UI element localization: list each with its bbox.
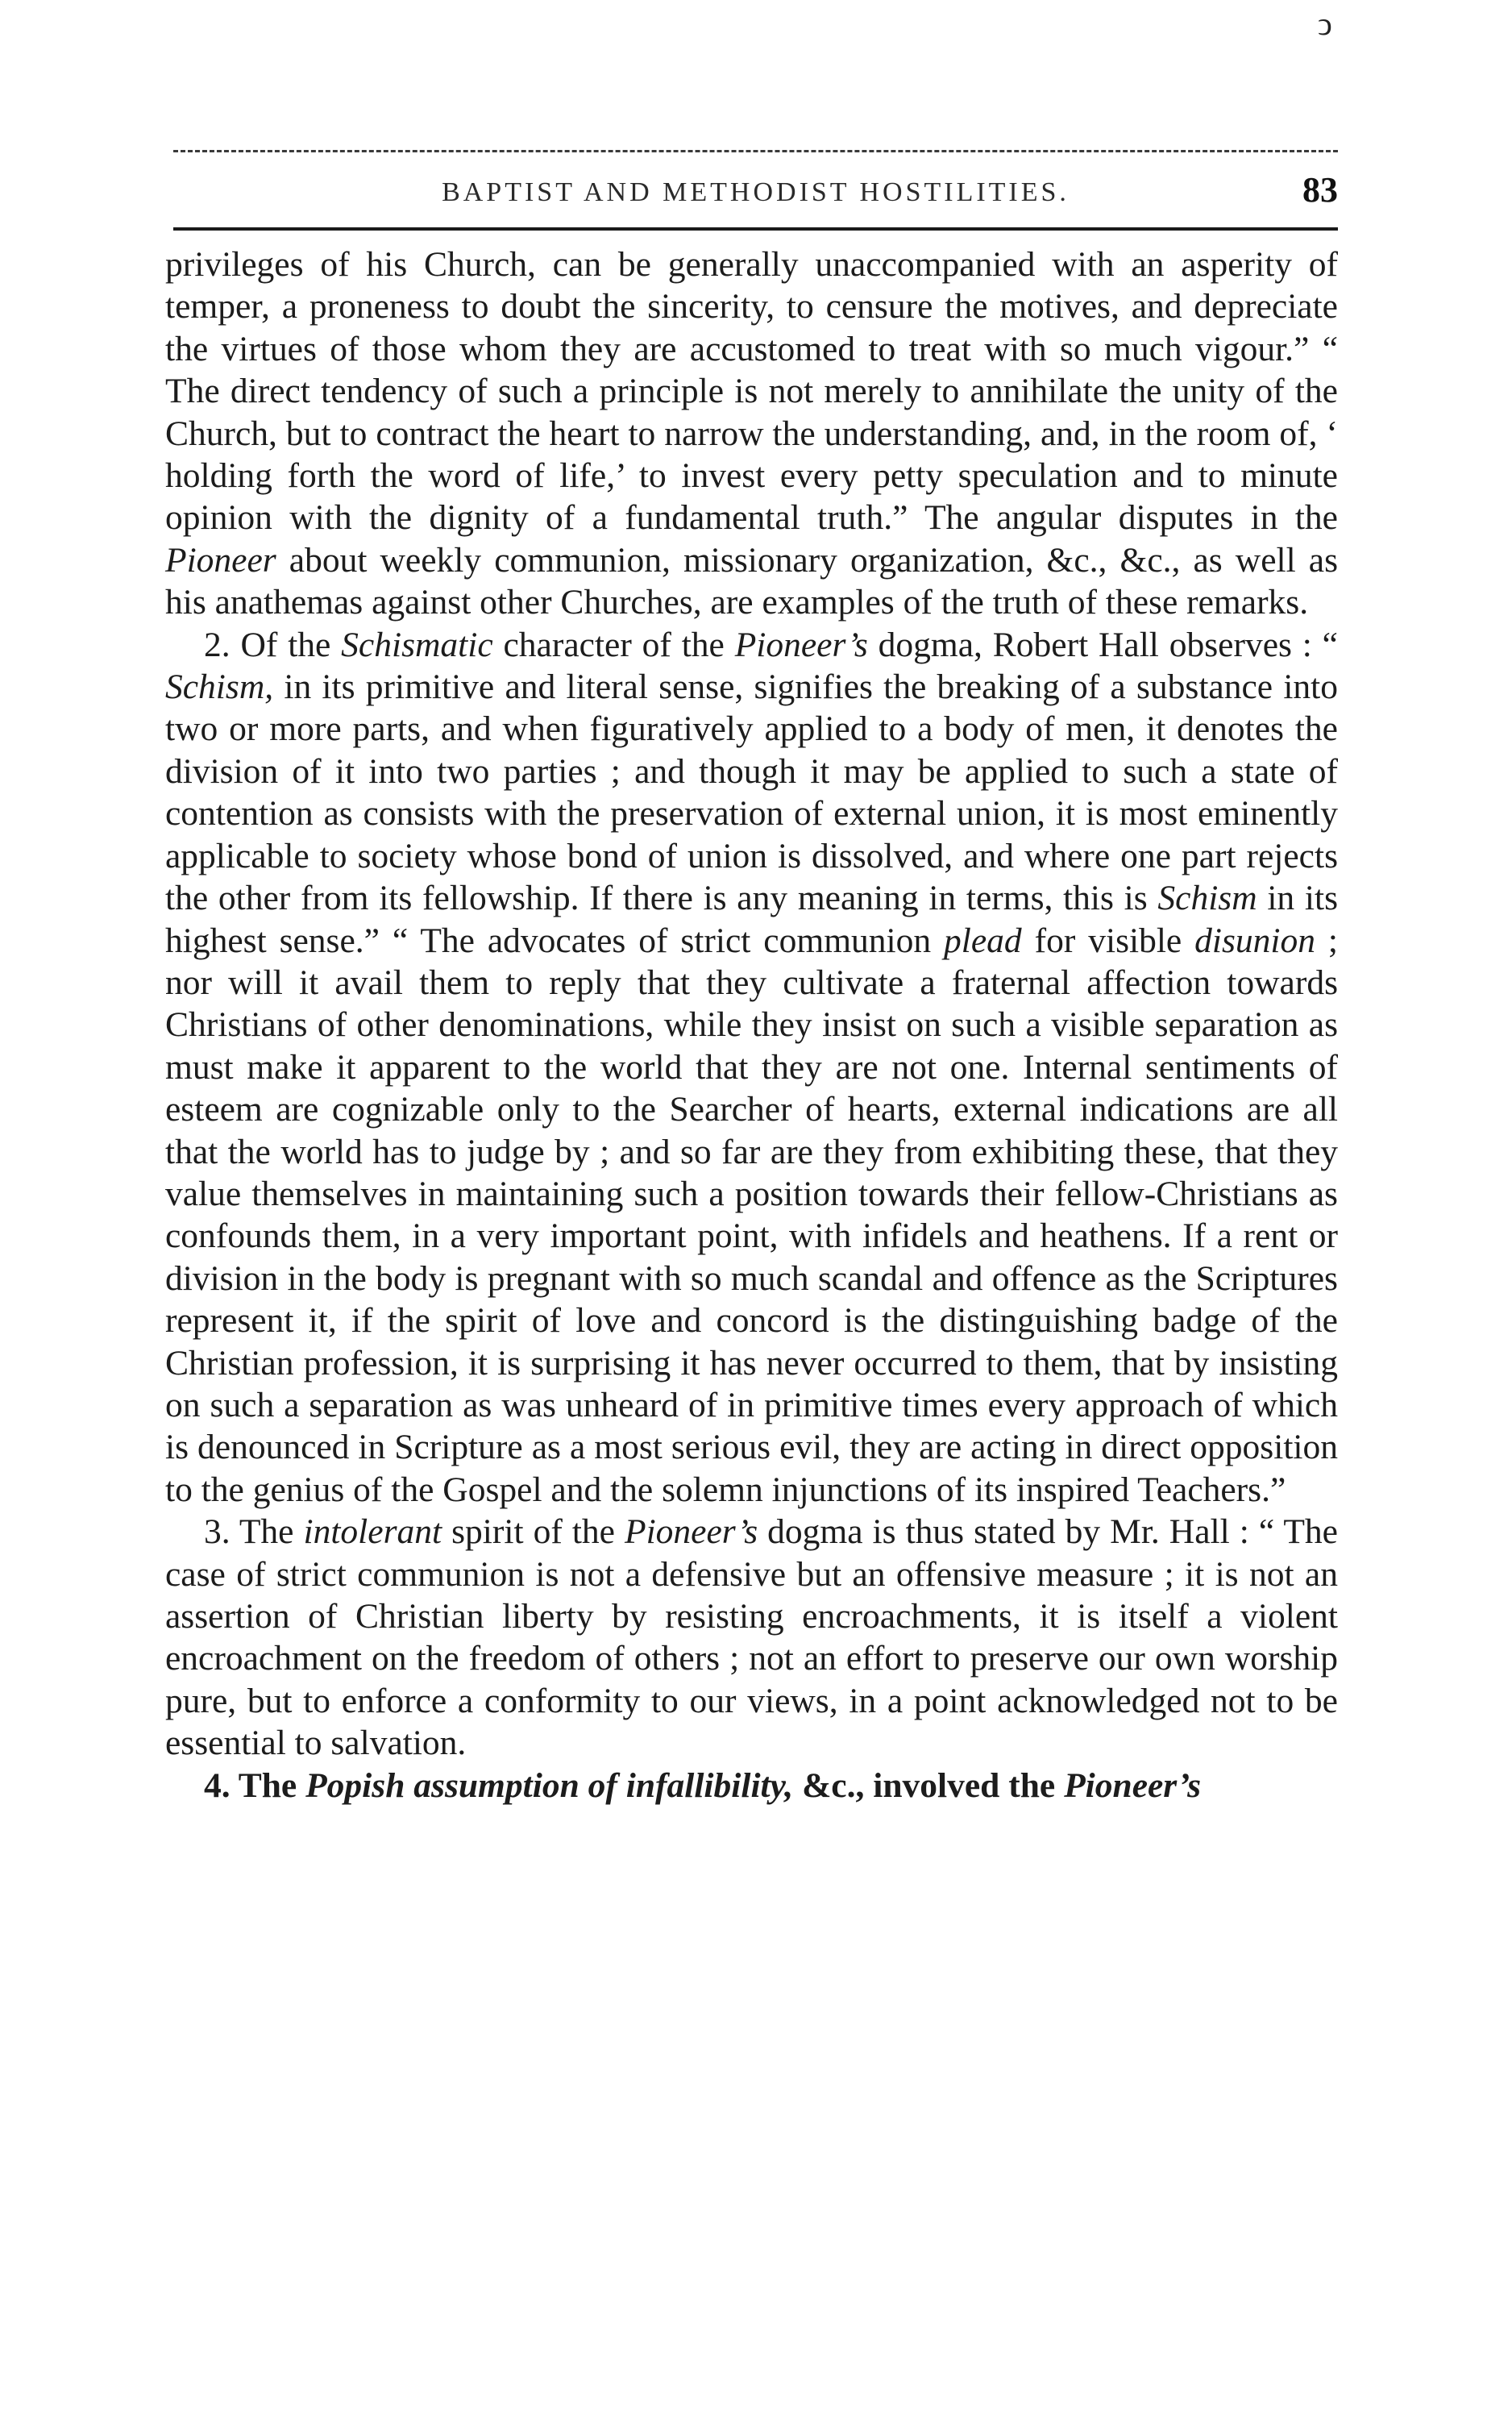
page-header bbox=[173, 169, 1338, 210]
text-segment: 4. The bbox=[204, 1765, 306, 1805]
running-head: BAPTIST AND METHODIST HOSTILITIES. bbox=[442, 177, 1070, 207]
text-segment: &c., involved the bbox=[793, 1765, 1065, 1805]
text-segment: Schism, bbox=[165, 667, 274, 707]
text-segment: Schism bbox=[1157, 879, 1257, 918]
header-rule bbox=[173, 227, 1338, 231]
corner-mark: ↄ bbox=[1318, 6, 1332, 42]
text-segment: disunion bbox=[1194, 921, 1315, 960]
text-segment: about weekly communion, missionary organization, &c., &c., as well as his anathemas against other Churches, are examples of the truth of these remarks. bbox=[165, 540, 1338, 622]
text-segment: Pioneer bbox=[165, 540, 276, 580]
text-segment: 3. The bbox=[204, 1512, 304, 1552]
text-segment: 2. Of the bbox=[204, 625, 342, 664]
text-segment: spirit of the bbox=[442, 1512, 625, 1552]
text-segment: Popish assumption of infallibility, bbox=[305, 1765, 794, 1805]
text-segment: intolerant bbox=[303, 1512, 442, 1552]
paragraph-intolerant bbox=[165, 1511, 1338, 1764]
paragraph-schismatic bbox=[165, 624, 1338, 1512]
body-text bbox=[165, 243, 1338, 1807]
text-segment: in its primitive and literal sense, signifies the breaking of a substance into two or more parts, and when figuratively applied to a body of men, it denotes the division of it into two parties ; and though it may be applied to such a state of contention as consists with the preservation of external union, it is most eminently applicable to society whose bond of union is dissolved, and where one part rejects the other from its fellowship. If there is any meaning in terms, this is bbox=[165, 667, 1338, 918]
text-segment: privileges of his Church, can be generally unaccompanied with an asperity of temper, a proneness to doubt the sincerity, to censure the motives, and depreciate the virtues of those whom they are accustomed to treat with so much vigour.” “ The direct tendency of such a principle is not merely to annihilate the unity of the Church, but to contract the heart to narrow the understanding, and, in the room of, ‘ holding forth the word of life,’ to invest every petty speculation and to minute opinion with the dignity of a fundamental truth.” The angular disputes in the bbox=[165, 245, 1338, 538]
text-segment: character of the bbox=[492, 625, 735, 664]
text-segment: plead bbox=[944, 921, 1022, 960]
text-segment: ; nor will it avail them to reply that they cultivate a fraternal affection towards Christians of other denominations, while they insist on such a visible separation as must make it apparent to the world that they are not one. Internal sentiments of esteem are cognizable only to the Searcher of hearts, external indications are all that the world has to judge by ; and so far are they from exhibiting these, that they value themselves in maintaining such a position towards their fellow-Christians as confounds them, in a very important point, with infidels and heathens. If a rent or division in the body is pregnant with so much scandal and offence as the Scriptures represent it, if the spirit of love and concord is the distinguishing badge of the Christian profession, it is surprising it has never occurred to them, that by insisting on such a separation as was unheard of in primitive times every approach of which is denounced in Scripture as a most serious evil, they are acting in direct opposition to the genius of the Gospel and the solemn injunctions of its inspired Teachers.” bbox=[165, 921, 1338, 1509]
text-segment: for visible bbox=[1021, 921, 1195, 960]
page-number: 83 bbox=[1302, 170, 1338, 210]
text-segment: Schismatic bbox=[341, 625, 493, 664]
paragraph-popish bbox=[165, 1765, 1338, 1807]
text-segment: dogma, Robert Hall observes : “ bbox=[867, 625, 1338, 664]
top-dashed-rule bbox=[173, 150, 1338, 152]
text-segment: Pioneer’s bbox=[734, 625, 868, 664]
paragraph-continuation bbox=[165, 243, 1338, 624]
text-segment: Pioneer’s bbox=[1064, 1765, 1202, 1805]
text-segment: dogma is thus stated by Mr. Hall : “ The case of strict communion is not a defensive but an offensive measure ; it is not an assertion of Christian liberty by resisting encroachments, it is itself a violent encroachment on the freedom of others ; not an effort to preserve our own worship pure, but to enforce a conformity to our views, in a point acknowledged not to be essential to salvation. bbox=[165, 1512, 1338, 1763]
text-segment: in its highest sense.” “ The advocates of strict communion bbox=[165, 879, 1338, 960]
text-segment: Pioneer’s bbox=[625, 1512, 758, 1552]
